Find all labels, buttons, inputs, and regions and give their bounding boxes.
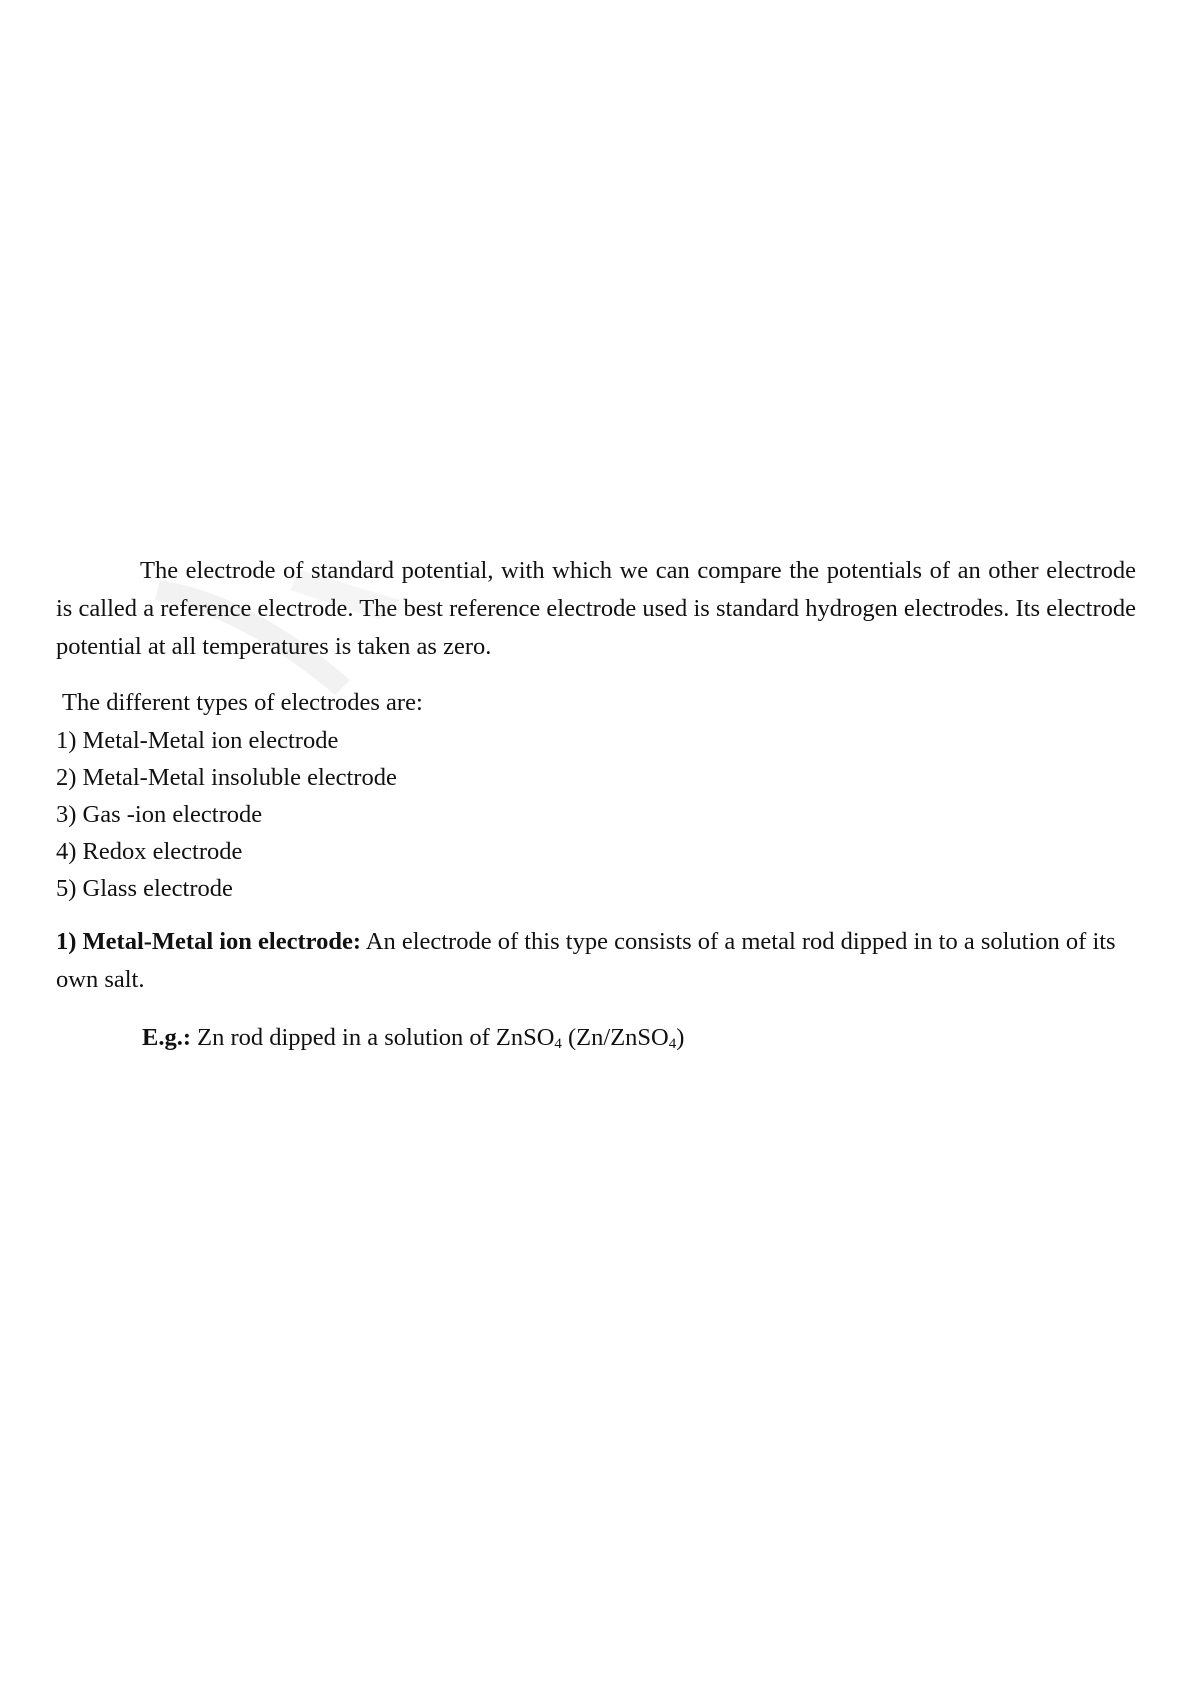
example-label: E.g.:: [142, 1024, 191, 1051]
intro-paragraph: The electrode of standard potential, with which we can compare the potentials of an other electrode is called a reference electrode. The best reference electrode used is standard hydrogen electrodes. Its electrode potential at all temperatures is taken as zero.: [56, 557, 1136, 660]
example-text-middle: (Zn/ZnSO: [561, 1024, 669, 1051]
section-text: An electrode of this type consists of a metal rod dipped in to a solution of its own salt.: [56, 928, 1116, 993]
list-item: 2) Metal-Metal insoluble electrode: [56, 764, 397, 791]
list-item: 4) Redox electrode: [56, 838, 243, 865]
subscript-4: 4: [554, 1036, 562, 1052]
list-item: 1) Metal-Metal ion electrode: [56, 727, 339, 754]
document-body: [56, 552, 1136, 1057]
electrode-types-list: [56, 722, 1136, 907]
section-heading: 1) Metal-Metal ion electrode:: [56, 928, 361, 955]
list-item: 3) Gas -ion electrode: [56, 801, 263, 828]
section-metal-metal-ion: [56, 923, 1136, 999]
example-line: [142, 1019, 1136, 1057]
subscript-4: 4: [668, 1036, 677, 1052]
list-item: 5) Glass electrode: [56, 875, 233, 902]
example-text-after: ): [676, 1024, 685, 1051]
types-intro: The different types of electrodes are:: [62, 689, 423, 716]
example-text-before: Zn rod dipped in a solution of ZnSO: [191, 1024, 555, 1051]
